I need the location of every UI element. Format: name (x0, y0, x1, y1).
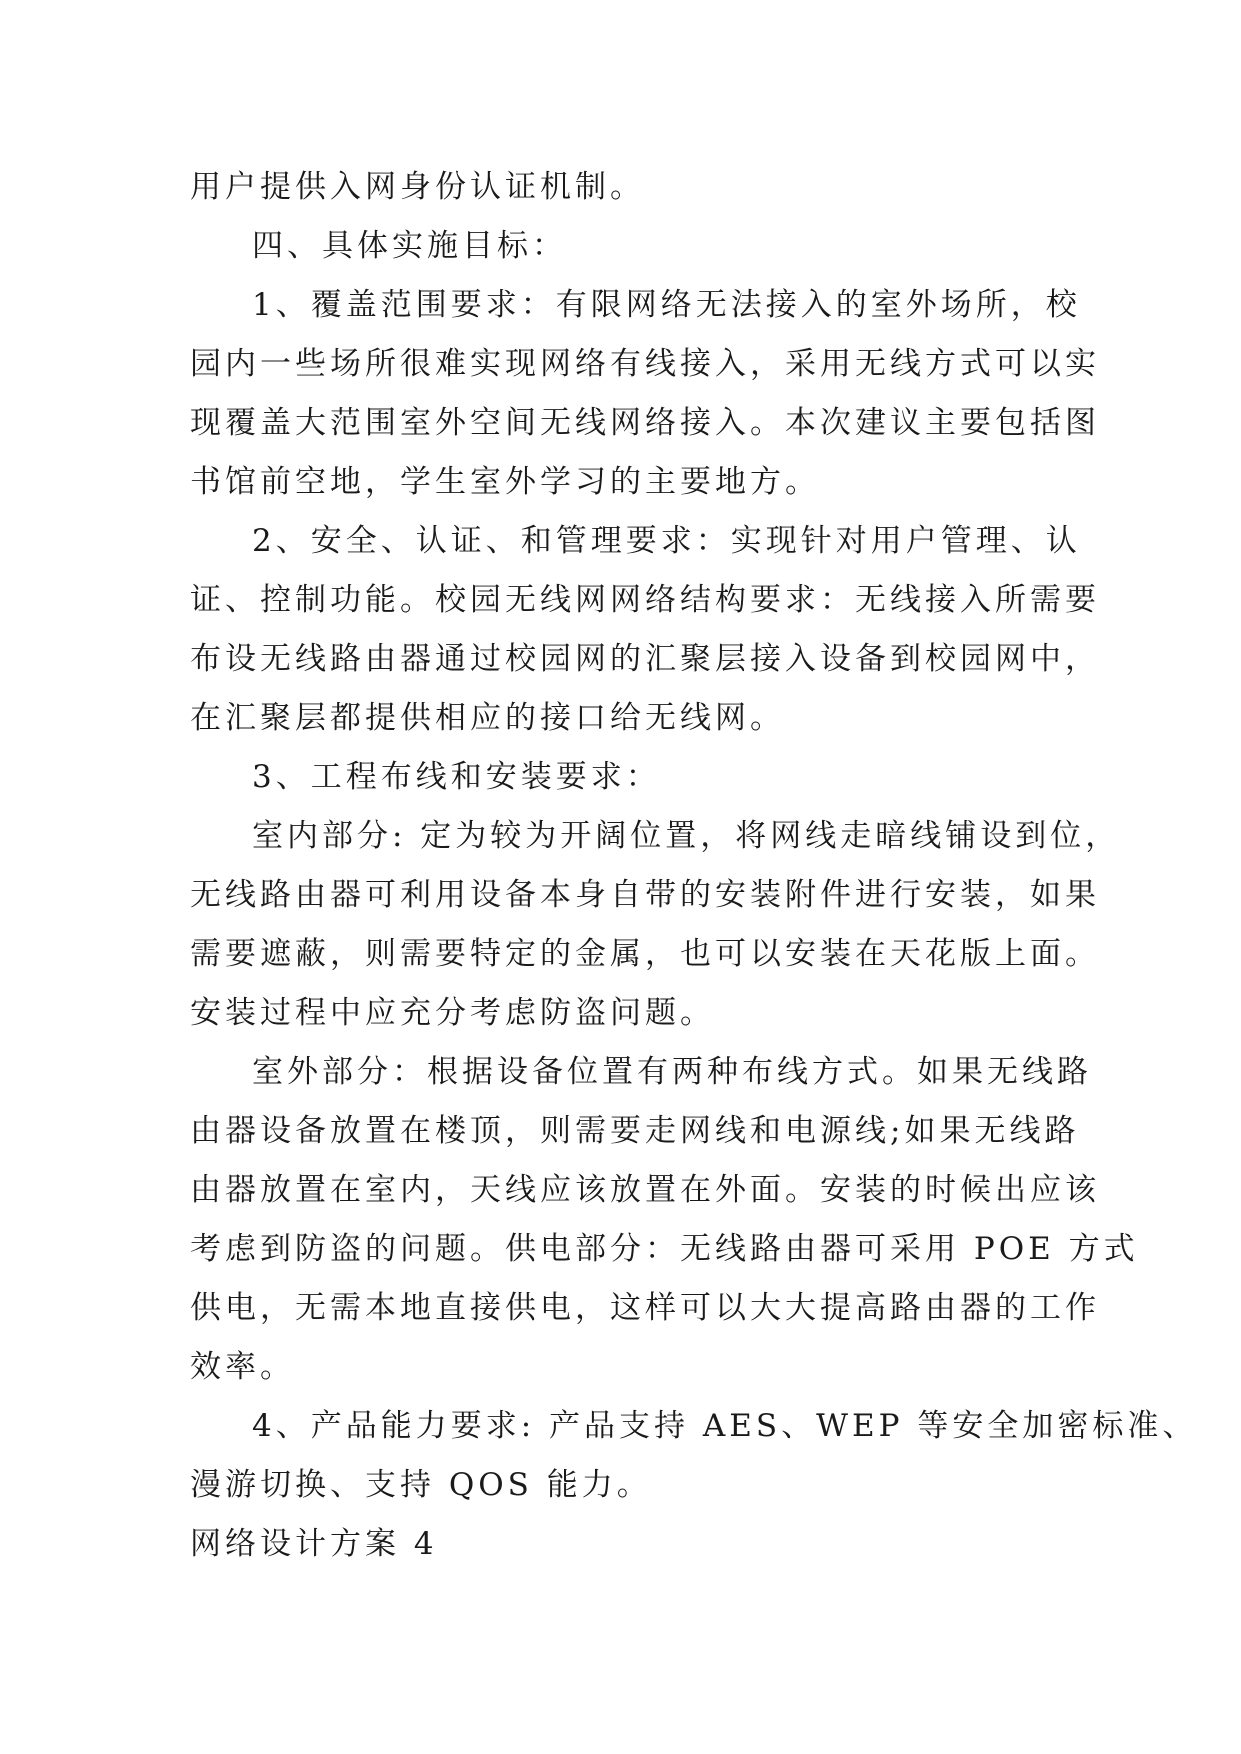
text-line: 3、工程布线和安装要求： (252, 759, 661, 795)
text-line: 布设无线路由器通过校园网的汇聚层接入设备到校园网中， (190, 641, 1100, 677)
text-line: 室外部分：根据设备位置有两种布线方式。如果无线路 (252, 1054, 1092, 1090)
text-line: 用户提供入网身份认证机制。 (190, 169, 645, 205)
text-line: 在汇聚层都提供相应的接口给无线网。 (190, 700, 785, 736)
text-line: 由器放置在室内，天线应该放置在外面。安装的时候出应该 (190, 1172, 1100, 1208)
text-line: 需要遮蔽，则需要特定的金属，也可以安装在天花版上面。 (190, 936, 1100, 972)
section-heading: 四、具体实施目标： (252, 228, 567, 264)
text-line: 书馆前空地，学生室外学习的主要地方。 (190, 464, 820, 500)
text-line: 无线路由器可利用设备本身自带的安装附件进行安装，如果 (190, 877, 1100, 913)
document-title: 网络设计方案 4 (190, 1526, 438, 1562)
text-line: 证、控制功能。校园无线网网络结构要求：无线接入所需要 (190, 582, 1100, 618)
text-line: 安装过程中应充分考虑防盗问题。 (190, 995, 715, 1031)
text-line: 现覆盖大范围室外空间无线网络接入。本次建议主要包括图 (190, 405, 1100, 441)
text-line: 供电，无需本地直接供电，这样可以大大提高路由器的工作 (190, 1290, 1100, 1326)
text-line: 漫游切换、支持 QOS 能力。 (190, 1467, 652, 1503)
text-line: 考虑到防盗的问题。供电部分：无线路由器可采用 POE 方式 (190, 1231, 1139, 1267)
text-line: 4、产品能力要求: 产品支持 AES、WEP 等安全加密标准、 (252, 1408, 1198, 1444)
text-line: 1、覆盖范围要求：有限网络无法接入的室外场所，校 (252, 287, 1081, 323)
document-body (190, 158, 1198, 1574)
text-line: 园内一些场所很难实现网络有线接入，采用无线方式可以实 (190, 346, 1100, 382)
text-line: 由器设备放置在楼顶，则需要走网线和电源线;如果无线路 (190, 1113, 1080, 1149)
text-line: 效率。 (190, 1349, 295, 1385)
text-line: 2、安全、认证、和管理要求：实现针对用户管理、认 (252, 523, 1081, 559)
text-line: 室内部分: 定为较为开阔位置，将网线走暗线铺设到位， (252, 818, 1121, 854)
